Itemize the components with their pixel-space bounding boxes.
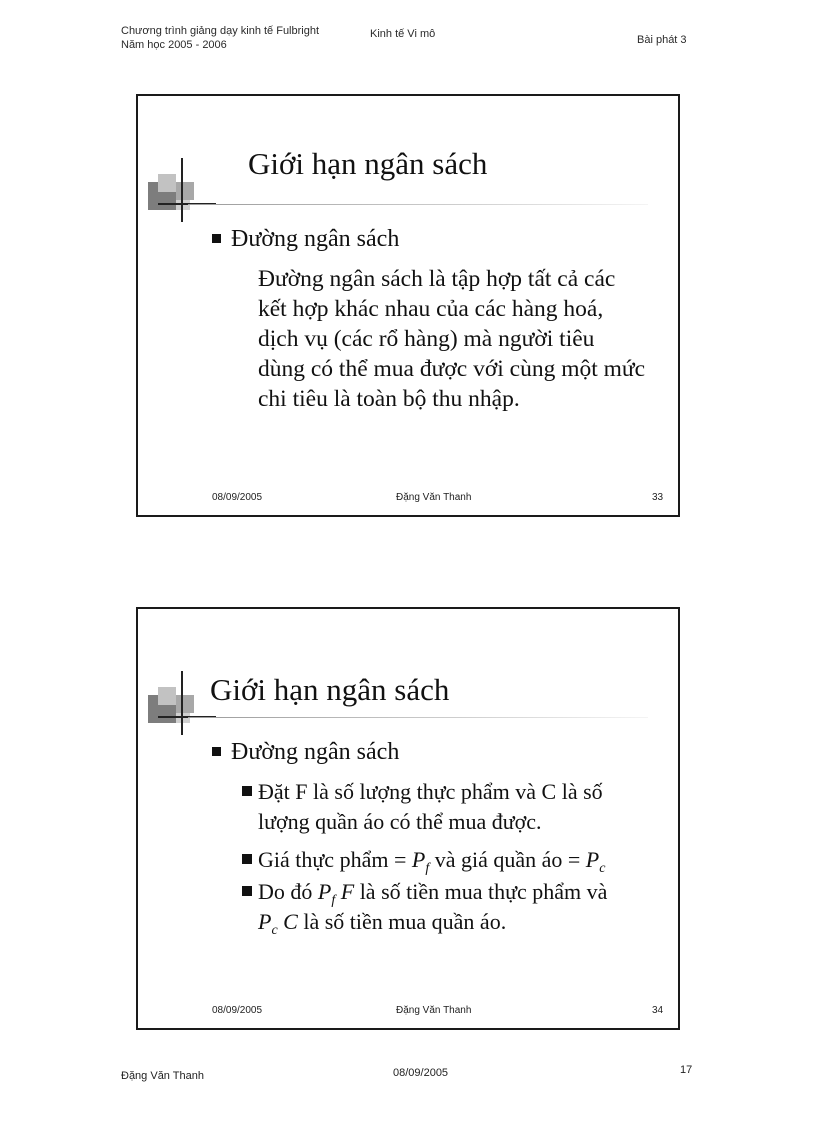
slide-title: Giới hạn ngân sách: [210, 672, 450, 707]
header-program: Chương trình giảng dạy kinh tế Fulbright: [121, 25, 320, 37]
sub-bullet-3: [242, 877, 607, 937]
title-underline: [188, 717, 648, 718]
page-footer-author: Đặng Văn Thanh: [121, 1070, 204, 1082]
bullet-square-icon: [212, 747, 221, 756]
slide-33: [136, 94, 680, 517]
slide-footer-date: 08/09/2005: [212, 492, 263, 503]
symbol-P: P: [585, 847, 600, 872]
title-underline: [188, 204, 648, 205]
slide-title: Giới hạn ngân sách: [248, 146, 488, 181]
slide-footer-number: 34: [652, 1005, 664, 1016]
paragraph-line: chi tiêu là toàn bộ thu nhập.: [258, 386, 520, 412]
slide-footer-author: Đặng Văn Thanh: [396, 1005, 472, 1016]
symbol-P: P: [317, 879, 332, 904]
slide-34: [136, 607, 680, 1030]
sub-bullet-text: là số tiền mua thực phẩm và: [354, 879, 608, 904]
paragraph-line: kết hợp khác nhau của các hàng hoá,: [258, 296, 604, 322]
sub-bullet-2: [242, 845, 605, 875]
sub-bullet-text: Giá thực phẩm =: [258, 847, 412, 872]
paragraph-line: Đường ngân sách là tập hợp tất cả các: [258, 266, 616, 292]
subscript-c: c: [599, 861, 606, 876]
symbol-P: P: [258, 909, 272, 934]
subscript-f: f: [425, 861, 430, 876]
slide-footer-author: Đặng Văn Thanh: [396, 492, 472, 503]
sub-bullet-square-icon: [242, 886, 252, 896]
page-number: 17: [680, 1064, 693, 1076]
slide-crosshair-decoration: [146, 154, 216, 224]
sub-bullet-1: [242, 777, 603, 837]
bullet-text: Đường ngân sách: [231, 226, 400, 252]
page-footer-date: 08/09/2005: [393, 1067, 449, 1079]
slide-footer-number: 33: [652, 492, 664, 503]
bullet-square-icon: [212, 234, 221, 243]
paragraph-line: dịch vụ (các rổ hàng) mà người tiêu: [258, 326, 595, 352]
bullet-item: [212, 226, 399, 253]
sub-bullet-square-icon: [242, 786, 252, 796]
symbol-F: F: [340, 879, 355, 904]
symbol-P: P: [411, 847, 426, 872]
bullet-text: Đường ngân sách: [231, 739, 400, 765]
sub-bullet-text: và giá quần áo =: [429, 847, 586, 872]
header-lecture: Bài phát 3: [637, 34, 687, 46]
sub-bullet-text: Do đó: [258, 879, 318, 904]
header-year: Năm học 2005 - 2006: [121, 39, 227, 51]
header-course: Kinh tế Vi mô: [370, 28, 436, 40]
paragraph-line: dùng có thể mua được với cùng một mức: [258, 356, 646, 382]
sub-bullet-square-icon: [242, 854, 252, 864]
slide-crosshair-decoration: [146, 667, 216, 737]
header-program-block: [121, 24, 319, 52]
sub-bullet-text-continued: lượng quần áo có thể mua được.: [258, 809, 542, 834]
sub-bullet-text: là số tiền mua quần áo.: [297, 909, 507, 934]
subscript-c: c: [271, 923, 278, 938]
slide-footer-date: 08/09/2005: [212, 1005, 263, 1016]
symbol-C: C: [283, 909, 298, 934]
bullet-item: [212, 739, 399, 766]
subscript-f: f: [331, 893, 336, 908]
sub-bullet-text: Đặt F là số lượng thực phẩm và C là số: [258, 779, 603, 804]
definition-paragraph: [258, 264, 645, 414]
